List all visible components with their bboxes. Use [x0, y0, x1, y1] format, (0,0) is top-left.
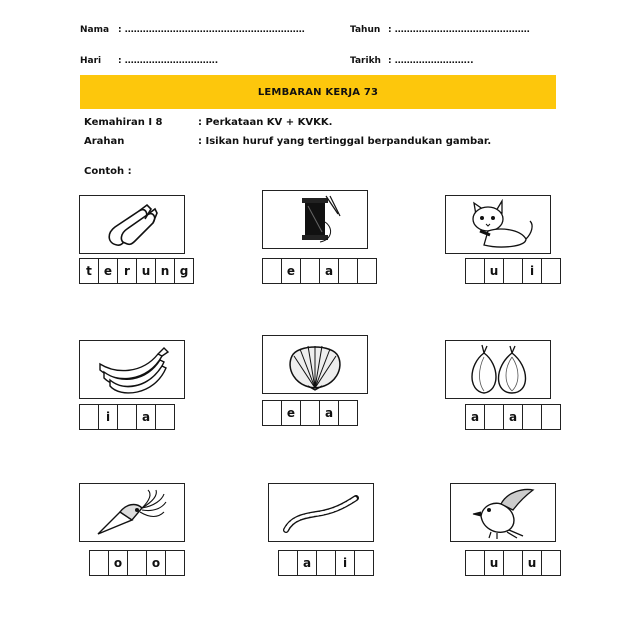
letter-box[interactable] — [300, 259, 319, 283]
worksheet-title: LEMBARAN KERJA 73 — [257, 86, 379, 98]
worksheet-banner — [80, 75, 556, 109]
nama-field — [80, 25, 305, 35]
answer-boxes-5 — [262, 400, 358, 426]
arahan-value: : Isikan huruf yang tertinggal berpandukan gambar. — [198, 136, 492, 147]
answer-boxes-4 — [79, 404, 175, 430]
letter-box: e — [281, 401, 300, 425]
banana-icon — [92, 344, 172, 396]
cat-icon — [460, 199, 536, 251]
letter-box[interactable] — [541, 259, 560, 283]
tahun-label: Tahun — [350, 25, 381, 35]
letter-box: o — [146, 551, 165, 575]
eggplant-icon — [97, 199, 167, 251]
answer-boxes-6 — [465, 404, 561, 430]
tarikh-dots[interactable]: : …………………….. — [388, 56, 474, 66]
picture-card-eggplant — [79, 195, 185, 254]
letter-box[interactable] — [316, 551, 335, 575]
letter-box: u — [484, 259, 503, 283]
hari-field — [80, 56, 218, 66]
squid-icon — [92, 486, 172, 540]
letter-box: i — [335, 551, 354, 575]
letter-box[interactable] — [155, 405, 174, 429]
picture-card-squid — [79, 483, 185, 542]
picture-card-banana — [79, 340, 185, 399]
letter-box[interactable] — [80, 405, 98, 429]
letter-box: t — [86, 264, 92, 278]
letter-box: n — [155, 259, 174, 283]
letter-box[interactable] — [541, 405, 560, 429]
picture-card-thread — [262, 190, 368, 249]
letter-box[interactable] — [357, 259, 376, 283]
arahan-label: Arahan — [84, 136, 125, 147]
letter-box: e — [98, 259, 117, 283]
letter-box: a — [319, 259, 338, 283]
clam-shell-icon — [280, 338, 350, 392]
onion-icon — [458, 343, 538, 397]
letter-box[interactable] — [127, 551, 146, 575]
letter-box: e — [281, 259, 300, 283]
picture-card-worm — [268, 483, 374, 542]
kemahiran-label: Kemahiran I 8 — [84, 117, 163, 128]
letter-box[interactable] — [466, 259, 484, 283]
answer-boxes-2 — [262, 258, 377, 284]
tahun-field — [350, 25, 530, 35]
letter-box: a — [503, 405, 522, 429]
letter-box[interactable] — [484, 405, 503, 429]
letter-box: i — [522, 259, 541, 283]
bird-icon — [463, 486, 543, 540]
picture-card-bird — [450, 483, 556, 542]
letter-box: a — [319, 401, 338, 425]
letter-box[interactable] — [503, 259, 522, 283]
letter-box: o — [108, 551, 127, 575]
letter-box[interactable] — [338, 401, 357, 425]
letter-box[interactable] — [117, 405, 136, 429]
letter-box: a — [470, 410, 480, 424]
letter-box: a — [136, 405, 155, 429]
worm-icon — [278, 488, 364, 538]
letter-box[interactable] — [338, 259, 357, 283]
letter-box[interactable] — [466, 551, 484, 575]
letter-box: u — [484, 551, 503, 575]
letter-box: u — [136, 259, 155, 283]
tarikh-label: Tarikh — [350, 56, 381, 66]
hari-dots[interactable]: : …………………………. — [118, 56, 219, 66]
answer-boxes-8 — [278, 550, 374, 576]
letter-box: u — [522, 551, 541, 575]
letter-box[interactable] — [300, 401, 319, 425]
letter-box[interactable] — [263, 401, 281, 425]
answer-boxes-3 — [465, 258, 561, 284]
thread-spool-icon — [280, 192, 350, 248]
letter-box[interactable] — [165, 551, 184, 575]
answer-boxes-1 — [79, 258, 194, 284]
letter-box[interactable] — [279, 551, 297, 575]
letter-box: a — [297, 551, 316, 575]
tahun-dots[interactable]: : ……………………………………… — [388, 25, 530, 35]
kemahiran-value: : Perkataan KV + KVKK. — [198, 117, 333, 128]
letter-box[interactable] — [503, 551, 522, 575]
letter-box[interactable] — [263, 259, 281, 283]
answer-boxes-7 — [89, 550, 185, 576]
tarikh-field — [350, 56, 474, 66]
letter-box: g — [174, 259, 193, 283]
hari-label: Hari — [80, 56, 102, 66]
picture-card-cat — [445, 195, 551, 254]
contoh-label: Contoh : — [84, 166, 132, 177]
letter-box: r — [117, 259, 136, 283]
answer-boxes-9 — [465, 550, 561, 576]
nama-dots[interactable]: : …………………………………………………… — [118, 25, 305, 35]
picture-card-clam — [262, 335, 368, 394]
letter-box[interactable] — [90, 551, 108, 575]
letter-box[interactable] — [522, 405, 541, 429]
nama-label: Nama — [80, 25, 110, 35]
picture-card-onion — [445, 340, 551, 399]
letter-box[interactable] — [541, 551, 560, 575]
letter-box[interactable] — [354, 551, 373, 575]
letter-box: i — [98, 405, 117, 429]
